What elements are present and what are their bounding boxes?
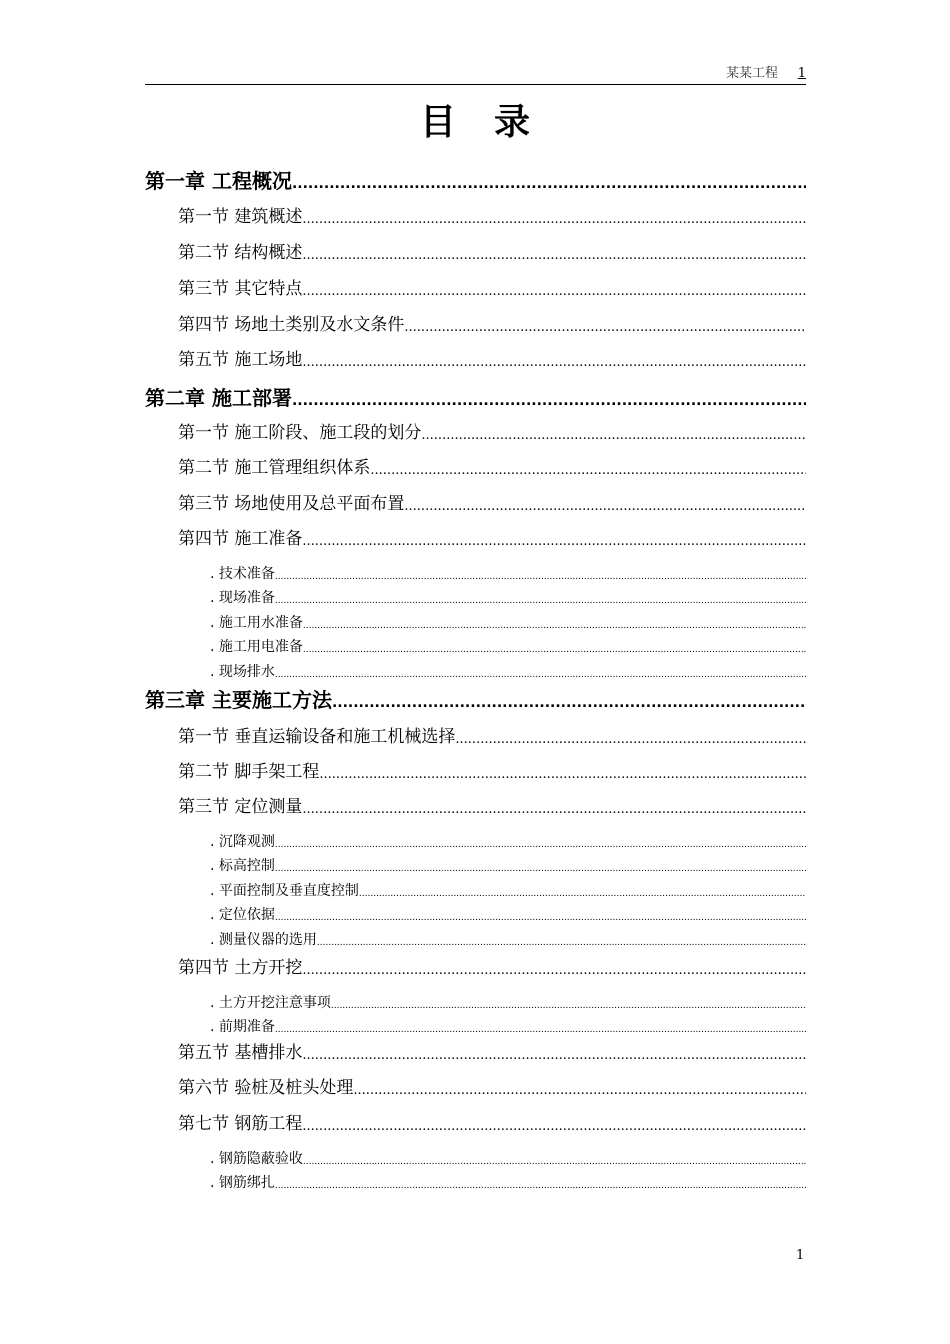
- header-page-number: 1: [797, 66, 806, 81]
- toc-entry-text: . 现场排水: [210, 664, 275, 680]
- toc-entry-text: . 定位依据: [210, 907, 275, 923]
- toc-entry-level-3[interactable]: [210, 662, 806, 682]
- toc-dot-leader: [303, 1155, 806, 1169]
- toc-dot-leader: [359, 887, 806, 901]
- toc-entry-text: 第三章 主要施工方法: [145, 688, 332, 712]
- toc-entry-text: 第三节 定位测量: [178, 797, 303, 817]
- toc-dot-leader: [302, 800, 806, 819]
- toc-entry-text: . 土方开挖注意事项: [210, 995, 331, 1011]
- toc-dot-leader: [302, 282, 806, 301]
- toc-entry-level-2[interactable]: [178, 492, 806, 516]
- toc-dot-leader: [455, 730, 806, 749]
- toc-entry-level-3[interactable]: [210, 1149, 806, 1169]
- toc-dot-leader: [302, 210, 806, 229]
- toc-dot-leader: [292, 174, 806, 194]
- toc-dot-leader: [292, 391, 806, 411]
- toc-dot-leader: [275, 594, 806, 608]
- toc-entry-text: . 钢筋隐蔽验收: [210, 1151, 303, 1167]
- toc-dot-leader: [317, 936, 806, 950]
- toc-entry-text: . 钢筋绑扎: [210, 1175, 275, 1191]
- toc-entry-text: 第二节 脚手架工程: [178, 762, 320, 782]
- toc-entry-level-2[interactable]: [178, 1041, 806, 1065]
- toc-entry-level-3[interactable]: [210, 930, 806, 950]
- toc-dot-leader: [275, 862, 806, 876]
- toc-entry-level-2[interactable]: [178, 760, 806, 784]
- toc-dot-leader: [303, 619, 806, 633]
- toc-entry-level-2[interactable]: [178, 725, 806, 749]
- toc-entry-level-2[interactable]: [178, 205, 806, 229]
- toc-dot-leader: [302, 961, 806, 980]
- toc-dot-leader: [302, 1117, 806, 1136]
- toc-entry-level-3[interactable]: [210, 856, 806, 876]
- toc-entry-level-3[interactable]: [210, 564, 806, 584]
- toc-entry-text: 第一节 建筑概述: [178, 207, 303, 227]
- toc-entry-text: . 技术准备: [210, 566, 275, 582]
- toc-entry-level-3[interactable]: [210, 588, 806, 608]
- toc-entry-text: . 平面控制及垂直度控制: [210, 883, 359, 899]
- toc-entry-text: 第二节 施工管理组织体系: [178, 458, 371, 478]
- toc-entry-level-1[interactable]: [145, 687, 806, 713]
- toc-entry-level-2[interactable]: [178, 456, 806, 480]
- toc-entry-text: . 施工用电准备: [210, 639, 303, 655]
- toc-entry-text: 第六节 验桩及桩头处理: [178, 1078, 354, 1098]
- toc-entry-text: . 前期准备: [210, 1019, 275, 1035]
- toc-dot-leader: [275, 668, 806, 682]
- toc-entry-level-2[interactable]: [178, 795, 806, 819]
- toc-entry-level-2[interactable]: [178, 956, 806, 980]
- toc-entry-level-3[interactable]: [210, 993, 806, 1013]
- toc-entry-level-3[interactable]: [210, 1173, 806, 1193]
- toc-entry-level-2[interactable]: [178, 527, 806, 551]
- toc-dot-leader: [331, 999, 806, 1013]
- toc-entry-text: 第四节 场地土类别及水文条件: [178, 315, 405, 335]
- toc-entry-text: . 沉降观测: [210, 834, 275, 850]
- toc-entry-text: 第二章 施工部署: [145, 386, 292, 410]
- toc-entry-level-1[interactable]: [145, 385, 806, 411]
- toc-dot-leader: [332, 693, 806, 713]
- toc-dot-leader: [275, 1023, 806, 1037]
- toc-entry-level-3[interactable]: [210, 1017, 806, 1037]
- toc-entry-level-2[interactable]: [178, 313, 806, 337]
- toc-entry-level-3[interactable]: [210, 637, 806, 657]
- toc-dot-leader: [353, 1081, 806, 1100]
- toc-dot-leader: [275, 570, 806, 584]
- toc-dot-leader: [302, 532, 806, 551]
- toc-entry-text: 第七节 钢筋工程: [178, 1114, 303, 1134]
- toc-entry-text: 第四节 施工准备: [178, 529, 303, 549]
- toc-entry-level-2[interactable]: [178, 241, 806, 265]
- toc-entry-level-3[interactable]: [210, 905, 806, 925]
- toc-entry-text: 第一节 施工阶段、施工段的划分: [178, 423, 422, 443]
- toc-entry-text: 第四节 土方开挖: [178, 958, 303, 978]
- toc-entry-text: . 标高控制: [210, 858, 275, 874]
- toc-entry-level-2[interactable]: [178, 277, 806, 301]
- toc-entry-text: 第五节 基槽排水: [178, 1043, 303, 1063]
- toc-dot-leader: [404, 318, 806, 337]
- toc-entry-text: 第三节 场地使用及总平面布置: [178, 494, 405, 514]
- toc-dot-leader: [303, 643, 806, 657]
- toc-entry-text: 第一章 工程概况: [145, 169, 292, 193]
- header-title: 某某工程: [725, 66, 778, 81]
- toc-dot-leader: [404, 497, 806, 516]
- toc-dot-leader: [275, 838, 806, 852]
- toc-entry-level-3[interactable]: [210, 832, 806, 852]
- toc-dot-leader: [421, 426, 806, 445]
- toc-entry-text: . 施工用水准备: [210, 615, 303, 631]
- toc-entry-text: . 现场准备: [210, 590, 275, 606]
- footer-page-number: 1: [796, 1248, 805, 1263]
- toc-entry-level-2[interactable]: [178, 421, 806, 445]
- toc-entry-text: . 测量仪器的选用: [210, 932, 317, 948]
- toc-dot-leader: [319, 765, 806, 784]
- toc-dot-leader: [302, 1046, 806, 1065]
- toc-entry-level-2[interactable]: [178, 348, 806, 372]
- toc-entry-text: 第二节 结构概述: [178, 243, 303, 263]
- toc-entry-text: 第一节 垂直运输设备和施工机械选择: [178, 727, 456, 747]
- toc-dot-leader: [370, 461, 806, 480]
- toc-entry-level-3[interactable]: [210, 613, 806, 633]
- toc-entry-level-2[interactable]: [178, 1076, 806, 1100]
- toc-dot-leader: [302, 246, 806, 265]
- toc-dot-leader: [302, 353, 806, 372]
- toc-dot-leader: [275, 1179, 806, 1193]
- toc-entry-level-2[interactable]: [178, 1112, 806, 1136]
- toc-dot-leader: [275, 911, 806, 925]
- toc-entry-text: 第三节 其它特点: [178, 279, 303, 299]
- toc-title: 目录: [419, 102, 568, 143]
- toc-entry-level-3[interactable]: [210, 881, 806, 901]
- page-header: [145, 66, 806, 85]
- toc-entry-level-1[interactable]: [145, 168, 806, 194]
- toc-entry-text: 第五节 施工场地: [178, 350, 303, 370]
